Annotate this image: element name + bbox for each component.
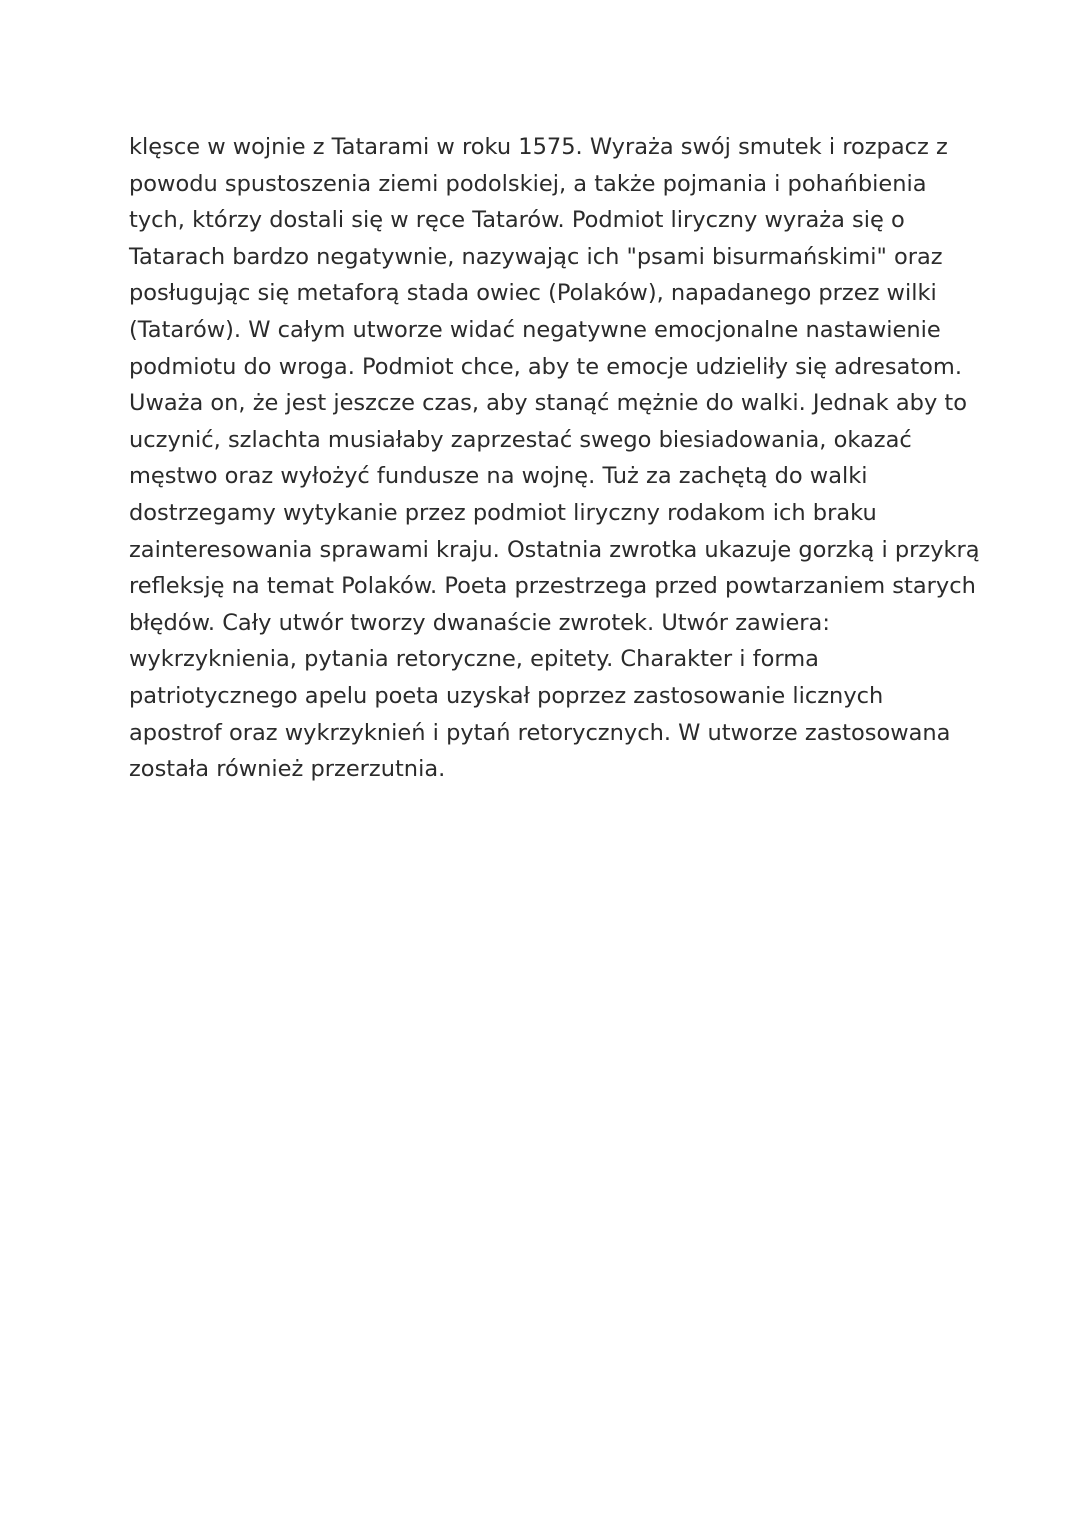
text-line: błędów. Cały utwór tworzy dwanaście zwrotek. Utwór zawiera: <box>129 609 830 636</box>
text-line: męstwo oraz wyłożyć fundusze na wojnę. Tuż za zachętą do walki <box>129 463 868 490</box>
text-line: została również przerzutnia. <box>129 756 446 783</box>
text-line: powodu spustoszenia ziemi podolskiej, a także pojmania i pohańbienia <box>129 170 927 197</box>
text-line: Uważa on, że jest jeszcze czas, aby stanąć mężnie do walki. Jednak aby to <box>129 390 967 417</box>
text-line: (Tatarów). W całym utworze widać negatywne emocjonalne nastawienie <box>129 316 941 343</box>
text-line: posługując się metaforą stada owiec (Polaków), napadanego przez wilki <box>129 280 937 307</box>
text-line: patriotycznego apelu poeta uzyskał poprzez zastosowanie licznych <box>129 682 884 709</box>
text-line: uczynić, szlachta musiałaby zaprzestać swego biesiadowania, okazać <box>129 426 912 453</box>
text-line: tych, którzy dostali się w ręce Tatarów. Podmiot liryczny wyraża się o <box>129 207 905 234</box>
text-line: apostrof oraz wykrzyknień i pytań retorycznych. W utworze zastosowana <box>129 719 951 746</box>
text-line: refleksję na temat Polaków. Poeta przestrzega przed powtarzaniem starych <box>129 573 976 600</box>
text-line: Tatarach bardzo negatywnie, nazywając ich "psami bisurmańskimi" oraz <box>129 243 943 270</box>
text-line: wykrzyknienia, pytania retoryczne, epitety. Charakter i forma <box>129 646 819 673</box>
text-line: podmiotu do wroga. Podmiot chce, aby te emocje udzieliły się adresatom. <box>129 353 962 380</box>
text-line: dostrzegamy wytykanie przez podmiot liryczny rodakom ich braku <box>129 499 877 526</box>
body-paragraph <box>129 129 980 788</box>
text-line: zainteresowania sprawami kraju. Ostatnia zwrotka ukazuje gorzką i przykrą <box>129 536 980 563</box>
text-line: klęsce w wojnie z Tatarami w roku 1575. Wyraża swój smutek i rozpacz z <box>129 134 948 160</box>
